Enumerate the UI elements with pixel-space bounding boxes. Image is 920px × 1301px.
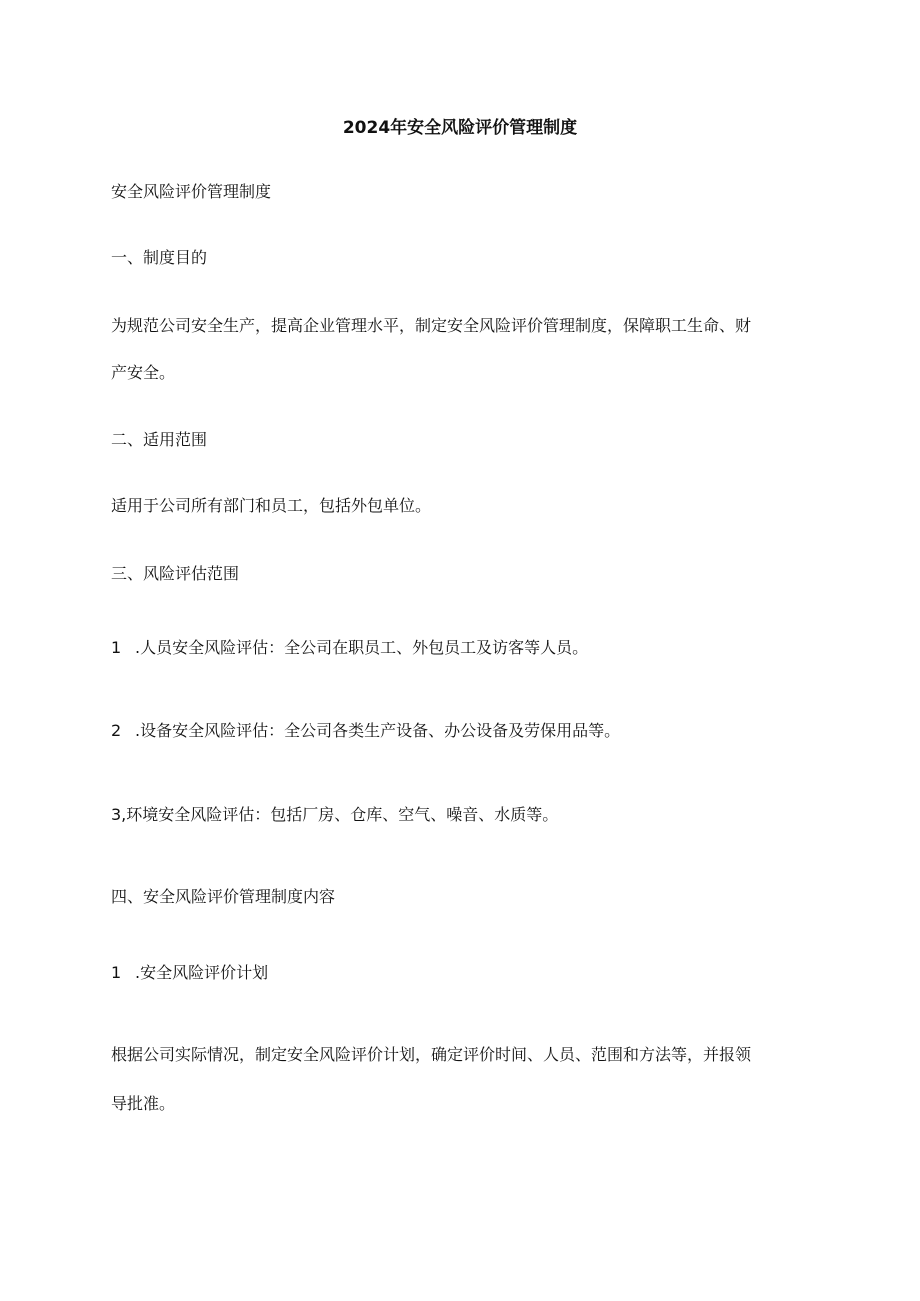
assessment-item-2	[111, 720, 620, 742]
content-subheading-1	[111, 962, 268, 984]
content-paragraph-line-2: 导批准。	[111, 1094, 176, 1113]
section-heading-scope: 二、适用范围	[111, 430, 208, 449]
section-heading-content: 四、安全风险评价管理制度内容	[111, 887, 336, 906]
list-number: 2	[111, 721, 122, 740]
assessment-item-1	[111, 637, 588, 659]
section-heading-purpose: 一、制度目的	[111, 248, 208, 267]
list-number: 1	[111, 638, 122, 657]
list-number: 1	[111, 963, 122, 982]
list-item-text: .人员安全风险评估：全公司在职员工、外包员工及访客等人员。	[135, 638, 589, 657]
scope-paragraph: 适用于公司所有部门和员工，包括外包单位。	[111, 496, 432, 515]
section-heading-assessment-scope: 三、风险评估范围	[111, 564, 240, 583]
purpose-paragraph-line-2: 产安全。	[111, 363, 176, 382]
content-paragraph-line-1: 根据公司实际情况，制定安全风险评价计划，确定评价时间、人员、范围和方法等，并报领	[111, 1045, 752, 1064]
assessment-item-3: 3,环境安全风险评估：包括厂房、仓库、空气、噪音、水质等。	[111, 805, 559, 824]
purpose-paragraph-line-1: 为规范公司安全生产，提高企业管理水平，制定安全风险评价管理制度，保障职工生命、财	[111, 316, 752, 335]
document-subtitle: 安全风险评价管理制度	[111, 182, 272, 201]
list-item-text: .安全风险评价计划	[135, 963, 269, 982]
document-title: 2024年安全风险评价管理制度	[342, 118, 578, 138]
list-item-text: .设备安全风险评估：全公司各类生产设备、办公设备及劳保用品等。	[135, 721, 621, 740]
